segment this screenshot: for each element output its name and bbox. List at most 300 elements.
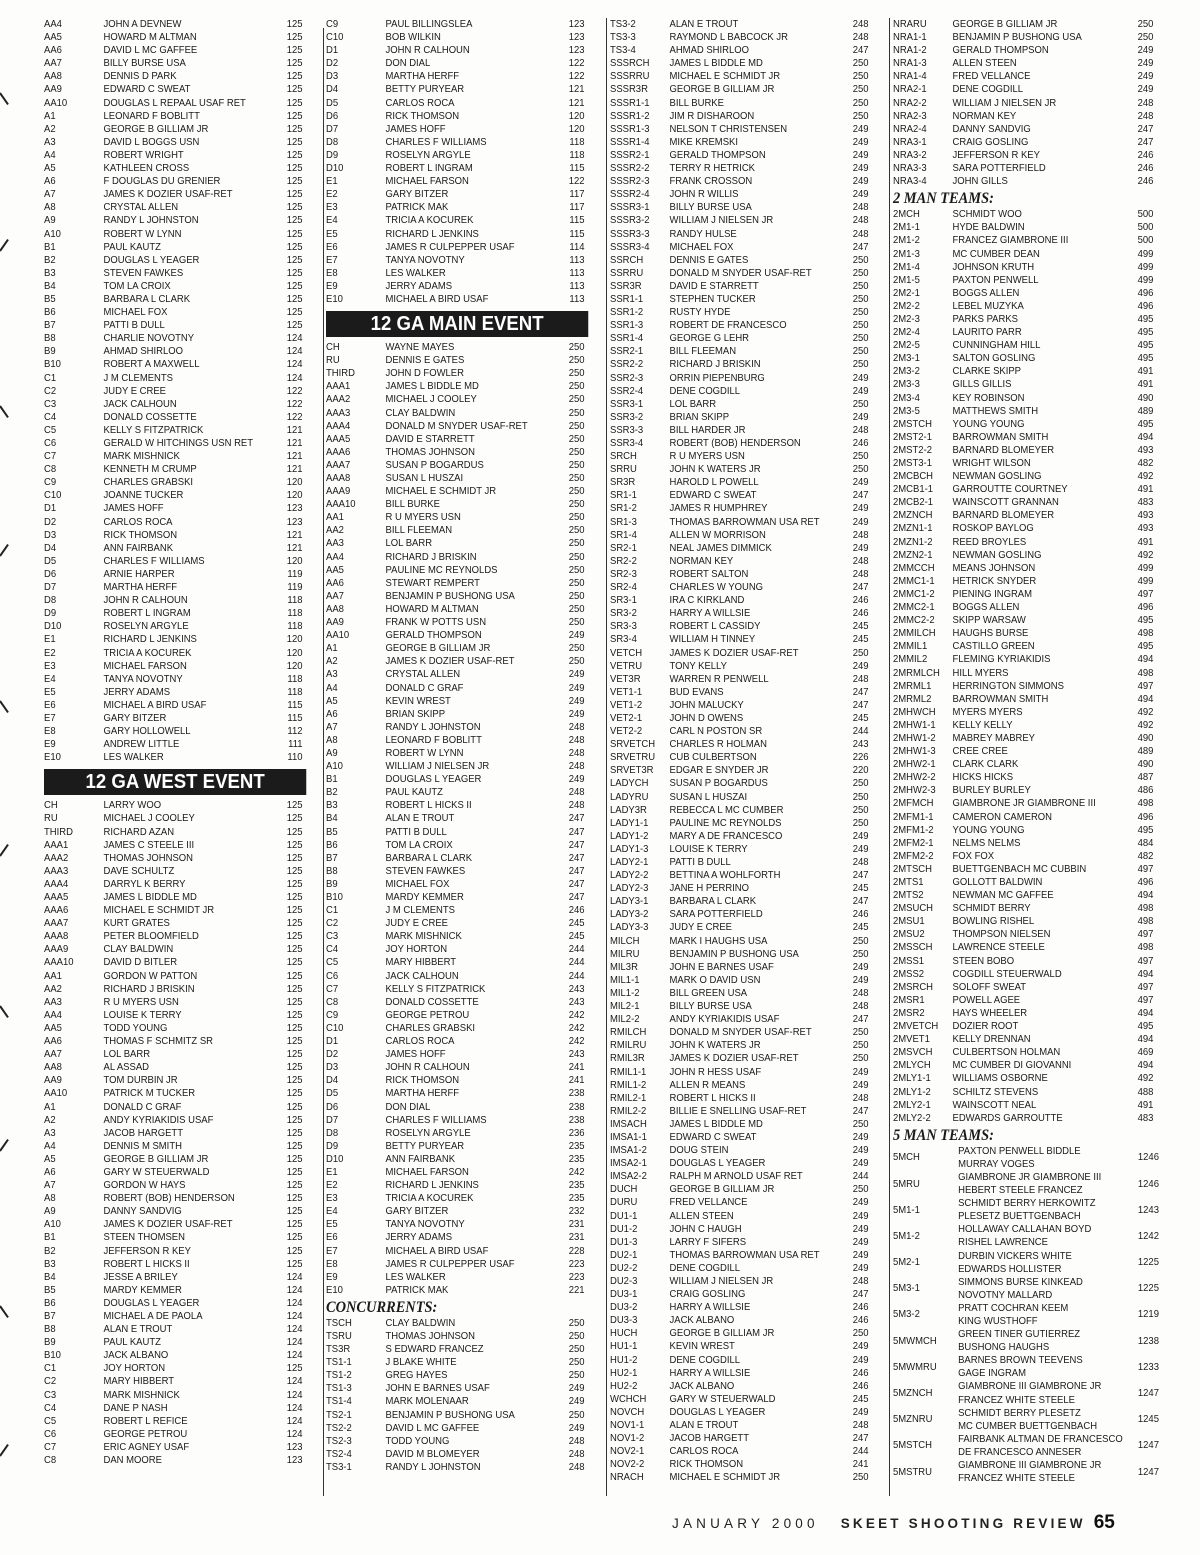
result-row (610, 398, 889, 411)
class-code: AA5 (44, 1022, 62, 1034)
shooter-name: CHARLES W YOUNG (669, 582, 764, 594)
score: 231 (568, 1232, 585, 1244)
shooter-name: LEBEL MUZYKA (952, 300, 1024, 312)
result-row (44, 1035, 323, 1048)
score: 248 (568, 747, 585, 759)
score: 121 (286, 529, 303, 541)
score: 248 (568, 761, 585, 773)
score: 493 (1137, 510, 1154, 522)
score: 250 (852, 84, 869, 96)
result-row (44, 450, 323, 463)
shooter-name: PAUL KAUTZ (385, 787, 443, 799)
score: 491 (1137, 484, 1154, 496)
class-code: B9 (44, 1337, 56, 1349)
class-code: SSR2-2 (610, 359, 644, 371)
result-row (44, 97, 323, 110)
class-code: RMIL1-2 (610, 1079, 647, 1091)
score: 483 (1137, 497, 1154, 509)
shooter-name: CLAY BALDWIN (385, 407, 456, 419)
class-code: TS2-4 (326, 1448, 352, 1460)
class-code: E5 (44, 686, 56, 698)
score: 249 (852, 372, 869, 384)
result-row (893, 509, 1172, 522)
score: 249 (852, 176, 869, 188)
class-code: 2MVETCH (893, 1021, 939, 1033)
class-code: MILRU (610, 948, 640, 960)
class-code: B3 (44, 1258, 56, 1270)
class-code: D3 (44, 529, 57, 541)
team-members (958, 1380, 1125, 1406)
result-row (44, 594, 323, 607)
class-code: NRA1-4 (893, 71, 927, 83)
result-row (610, 542, 889, 555)
class-code: 2MST2-2 (893, 444, 932, 456)
result-row (893, 994, 1172, 1007)
score: 125 (286, 1219, 303, 1231)
score: 250 (568, 512, 585, 524)
class-code: TSCH (326, 1317, 352, 1329)
result-row (326, 865, 605, 878)
result-row (44, 398, 323, 411)
result-row (893, 221, 1172, 234)
score: 247 (852, 686, 869, 698)
score: 249 (852, 1210, 869, 1222)
score: 120 (286, 647, 303, 659)
shooter-name: TANYA NOVOTNY (385, 254, 465, 266)
shooter-name: YOUNG YOUNG (952, 824, 1025, 836)
score: 247 (852, 699, 869, 711)
score: 250 (1137, 19, 1154, 30)
class-code: SSR3-3 (610, 424, 644, 436)
result-row (44, 1114, 323, 1127)
class-code: LADYRU (610, 791, 649, 803)
class-code: D7 (44, 582, 57, 594)
class-code: E2 (326, 1180, 338, 1192)
shooter-name: CHARLES F WILLIAMS (103, 555, 205, 567)
shooter-name: JAMES L BIDDLE MD (385, 381, 479, 393)
score: 249 (852, 516, 869, 528)
shooter-name: DENNIS E GATES (385, 355, 465, 367)
class-code: MIL2-2 (610, 1014, 640, 1026)
shooter-name: PAUL KAUTZ (103, 1337, 161, 1349)
shooter-name: JAMES L BIDDLE MD (669, 58, 763, 70)
class-code: D2 (326, 58, 339, 70)
team-member-names: GAGE INGRAM (958, 1368, 1027, 1380)
shooter-name: JOHN K WATERS JR (669, 464, 761, 476)
score: 250 (852, 1328, 869, 1340)
results-list (44, 18, 323, 764)
class-code: 2MSR2 (893, 1007, 925, 1019)
result-row (610, 1170, 889, 1183)
shooter-name: ROBERT L HICKS II (103, 1258, 190, 1270)
score: 125 (286, 1009, 303, 1021)
team-member-names: GIAMBRONE III GIAMBRONE JR (958, 1460, 1102, 1472)
team-score: 1247 (1137, 1466, 1159, 1478)
shooter-name: MC CUMBER DI GIOVANNI (952, 1060, 1072, 1072)
result-row (44, 1140, 323, 1153)
result-row (326, 590, 605, 603)
shooter-name: DENE COGDILL (669, 1354, 741, 1366)
score: 490 (1137, 759, 1154, 771)
class-code: A3 (326, 669, 338, 681)
class-code: A7 (44, 1180, 56, 1192)
shooter-name: ROSKOP BAYLOG (952, 523, 1034, 535)
shooter-name: ROBERT (BOB) HENDERSON (103, 1193, 235, 1205)
result-row (893, 1112, 1172, 1125)
score: 497 (1137, 680, 1154, 692)
score: 487 (1137, 772, 1154, 784)
result-row (44, 1349, 323, 1362)
class-code: D9 (326, 1140, 339, 1152)
result-row (610, 1183, 889, 1196)
score: 247 (1137, 136, 1154, 148)
class-code: CH (326, 342, 340, 354)
class-code: HU1-2 (610, 1354, 638, 1366)
score: 250 (568, 1331, 585, 1342)
shooter-name: S EDWARD FRANCEZ (385, 1344, 484, 1356)
score: 247 (568, 892, 585, 903)
shooter-name: JAMES R HUMPHREY (669, 503, 768, 515)
class-code: E5 (326, 1219, 338, 1231)
shooter-name: BETTY PURYEAR (385, 1140, 465, 1152)
score: 125 (286, 996, 303, 1008)
shooter-name: GERALD W HITCHINGS USN RET (103, 438, 254, 449)
class-code: 2MLY2-1 (893, 1099, 931, 1111)
shooter-name: ROBERT WRIGHT (103, 149, 184, 161)
team-score: 1247 (1137, 1440, 1159, 1452)
score: 242 (568, 1166, 585, 1178)
result-row (44, 293, 323, 306)
shooter-name: ANN FAIRBANK (103, 542, 174, 554)
class-code: AA7 (326, 590, 344, 602)
shooter-name: ANDY KYRIAKIDIS USAF (669, 1014, 780, 1026)
score: 250 (852, 333, 869, 345)
shooter-name: CRAIG GOSLING (669, 1289, 746, 1301)
score: 250 (852, 1027, 869, 1039)
team-member-names: EDWARDS HOLLISTER (958, 1263, 1062, 1275)
class-code: D7 (326, 1114, 339, 1126)
score: 235 (568, 1153, 585, 1165)
result-row (44, 891, 323, 904)
class-code: LADY3-3 (610, 922, 649, 934)
shooter-name: PAXTON PENWELL (952, 274, 1039, 286)
score: 123 (286, 516, 303, 528)
result-row (610, 1105, 889, 1118)
class-code: SSR2-4 (610, 385, 644, 397)
score: 250 (568, 342, 585, 354)
score: 228 (568, 1245, 585, 1257)
shooter-name: RAYMOND L BABCOCK JR (669, 32, 788, 44)
result-row (44, 996, 323, 1009)
shooter-name: MATTHEWS SMITH (952, 405, 1039, 417)
team-member-names: PRATT COCHRAN KEEM (958, 1302, 1069, 1314)
score: 125 (286, 1180, 303, 1192)
shooter-name: ROBERT W LYNN (103, 228, 182, 240)
class-code: DU1-3 (610, 1236, 638, 1248)
result-row (610, 1393, 889, 1406)
team-score: 1246 (1137, 1178, 1159, 1190)
shooter-name: TOM LA CROIX (385, 839, 453, 851)
score: 496 (1137, 602, 1154, 614)
result-row (610, 791, 889, 804)
class-code: 2MCBCH (893, 471, 934, 483)
margin-mark (0, 844, 9, 857)
result-row (610, 1471, 889, 1484)
shooter-name: JOHN A DEVNEW (103, 19, 182, 30)
score: 249 (568, 1396, 585, 1408)
shooter-name: KELLY S FITZPATRICK (385, 983, 486, 995)
score: 121 (568, 97, 585, 109)
shooter-name: DONALD C GRAF (385, 682, 464, 694)
shooter-name: CHARLIE NOVOTNY (103, 333, 195, 345)
score: 121 (568, 84, 585, 96)
score: 125 (286, 1022, 303, 1034)
team-members (958, 1328, 1125, 1354)
score: 250 (568, 1370, 585, 1382)
result-row (610, 882, 889, 895)
shooter-name: KENNETH M CRUMP (103, 464, 197, 476)
score: 249 (568, 682, 585, 694)
score: 250 (568, 538, 585, 550)
result-row (610, 961, 889, 974)
shooter-name: CARLOS ROCA (669, 1446, 739, 1458)
class-code: 2M1-2 (893, 235, 920, 247)
class-code: RU (44, 813, 58, 825)
score: 121 (286, 424, 303, 436)
shooter-name: GARY W STEUERWALD (103, 1166, 210, 1178)
score: 249 (852, 1341, 869, 1353)
team-member-names: HOLLAWAY CALLAHAN BOYD (958, 1224, 1092, 1236)
class-code: 2MSU2 (893, 929, 925, 941)
result-row (326, 1035, 605, 1048)
result-row (610, 1236, 889, 1249)
score: 489 (1137, 746, 1154, 758)
class-code: 2M2-5 (893, 340, 920, 352)
shooter-name: PAULINE MC REYNOLDS (669, 817, 782, 829)
result-row (893, 70, 1172, 83)
result-row (326, 1179, 605, 1192)
shooter-name: JAMES K DOZIER USAF-RET (669, 647, 799, 659)
class-code: NOV2-2 (610, 1459, 645, 1471)
shooter-name: DANNY SANDVIG (103, 1206, 182, 1218)
class-code: 2MFM2-1 (893, 837, 934, 849)
shooter-name: DAVID L BOGGS USN (103, 136, 200, 148)
shooter-name: MICHAEL FOX (385, 878, 450, 890)
shooter-name: DOUGLAS L REPAAL USAF RET (103, 97, 246, 109)
result-row (893, 719, 1172, 732)
result-row (326, 1192, 605, 1205)
score: 125 (286, 1363, 303, 1375)
class-code: 2MCH (893, 209, 920, 221)
class-code: A5 (44, 163, 56, 175)
score: 121 (286, 451, 303, 463)
score: 118 (287, 621, 303, 633)
result-row (44, 647, 323, 660)
class-code: D7 (326, 123, 339, 135)
class-code: C2 (44, 385, 57, 397)
score: 125 (286, 1101, 303, 1113)
shooter-name: KELLY KELLY (952, 719, 1013, 731)
shooter-name: MYERS MYERS (952, 706, 1023, 718)
shooter-name: LAURITO PARR (952, 327, 1022, 339)
class-code: TS1-1 (326, 1357, 352, 1369)
shooter-name: BARBARA L CLARK (103, 293, 191, 305)
shooter-name: AHMAD SHIRLOO (669, 45, 750, 57)
shooter-name: ROBERT SALTON (669, 568, 749, 580)
result-row (44, 673, 323, 686)
score: 247 (568, 878, 585, 890)
result-row (326, 1343, 605, 1356)
shooter-name: JERRY ADAMS (385, 1232, 453, 1244)
class-code: C4 (44, 1402, 57, 1414)
shooter-name: DENNIS D PARK (103, 71, 177, 83)
score: 495 (1137, 313, 1154, 325)
shooter-name: SOLOFF SWEAT (952, 981, 1027, 993)
shooter-name: CRYSTAL ALLEN (385, 669, 461, 681)
score: 124 (286, 1402, 303, 1414)
result-row (610, 1144, 889, 1157)
shooter-name: MIKE KREMSKI (669, 136, 738, 148)
result-row (326, 254, 605, 267)
result-row (44, 502, 323, 515)
class-code: VETRU (610, 660, 643, 672)
result-row (326, 341, 605, 354)
score: 249 (852, 1249, 869, 1261)
result-row (44, 1402, 323, 1415)
shooter-name: ROSELYN ARGYLE (103, 621, 189, 633)
score: 115 (287, 712, 303, 724)
class-code: A8 (326, 734, 338, 746)
result-row (326, 1166, 605, 1179)
score: 124 (286, 1376, 303, 1388)
score: 247 (568, 865, 585, 877)
results-column-2 (326, 18, 605, 1474)
shooter-name: JOHNSON KRUTH (952, 261, 1035, 273)
score: 125 (286, 215, 303, 227)
score: 243 (568, 996, 585, 1008)
score: 250 (568, 564, 585, 576)
class-code: D6 (326, 1101, 339, 1113)
class-code: SRVET3R (610, 765, 654, 777)
class-code: VET3R (610, 673, 641, 685)
class-code: C8 (44, 464, 57, 476)
result-row (44, 372, 323, 385)
shooter-name: FRANK W POTTS USN (385, 617, 487, 629)
shooter-name: MICHAEL J COOLEY (385, 394, 477, 406)
shooter-name: ROSELYN ARGYLE (385, 149, 471, 161)
result-row (610, 1340, 889, 1353)
result-row (326, 956, 605, 969)
result-row (610, 529, 889, 542)
result-row (893, 797, 1172, 810)
shooter-name: DOZIER ROOT (952, 1021, 1019, 1033)
score: 125 (286, 905, 303, 917)
result-row (893, 955, 1172, 968)
class-code: B5 (44, 1284, 56, 1296)
shooter-name: EDWARD C SWEAT (669, 1131, 757, 1143)
class-code: VET2-2 (610, 726, 643, 738)
class-code: C3 (44, 1389, 57, 1401)
result-row (610, 83, 889, 96)
shooter-name: CHARLES GRABSKI (103, 477, 194, 489)
result-row (610, 18, 889, 31)
result-row (610, 1262, 889, 1275)
class-code: D10 (44, 621, 62, 633)
class-code: TS2-3 (326, 1435, 352, 1447)
result-row (893, 614, 1172, 627)
shooter-name: BENJAMIN P BUSHONG USA (385, 1409, 515, 1421)
class-code: B7 (44, 320, 56, 332)
team-score: 1246 (1137, 1152, 1159, 1164)
score: 249 (852, 1197, 869, 1209)
shooter-name: HYDE BALDWIN (952, 222, 1025, 234)
score: 244 (568, 957, 585, 969)
result-row (893, 97, 1172, 110)
score: 495 (1137, 615, 1154, 627)
class-code: 2MMC2-2 (893, 615, 935, 627)
result-row (44, 463, 323, 476)
shooter-name: CULBERTSON HOLMAN (952, 1047, 1061, 1059)
result-row (610, 110, 889, 123)
class-code: C6 (44, 1428, 57, 1440)
shooter-name: JOHN D OWENS (669, 712, 744, 724)
shooter-name: CARL N POSTON SR (669, 726, 763, 738)
score: 124 (286, 372, 303, 384)
result-row (326, 642, 605, 655)
shooter-name: THOMAS BARROWMAN USA RET (669, 516, 820, 528)
shooter-name: JAMES C STEELE III (103, 839, 195, 851)
result-row (610, 843, 889, 856)
shooter-name: MICHAEL FARSON (385, 1166, 469, 1178)
class-code: C9 (44, 477, 57, 489)
class-code: B10 (44, 1350, 61, 1362)
class-code: 2MHW2-3 (893, 785, 936, 797)
result-row (44, 607, 323, 620)
shooter-name: BARBARA L CLARK (385, 852, 473, 864)
result-row (44, 1258, 323, 1271)
shooter-name: JOHN E BARNES USAF (385, 1383, 490, 1395)
class-code: E6 (44, 699, 56, 711)
result-row (44, 751, 323, 764)
class-code: DUCH (610, 1184, 638, 1196)
score: 250 (852, 464, 869, 476)
result-row (326, 1231, 605, 1244)
class-code: 2MZN2-1 (893, 549, 933, 561)
score: 492 (1137, 1073, 1154, 1085)
score: 494 (1137, 1060, 1154, 1072)
score: 244 (568, 944, 585, 956)
score: 249 (568, 669, 585, 681)
shooter-name: RANDY L JOHNSTON (385, 721, 481, 733)
score: 248 (568, 734, 585, 746)
class-code: 2MLY1-1 (893, 1073, 931, 1085)
class-code: D6 (44, 568, 57, 580)
class-code: 2MTSCH (893, 863, 932, 875)
result-row (44, 699, 323, 712)
publication-name: SKEET SHOOTING REVIEW (840, 1516, 1086, 1531)
shooter-name: GERALD THOMPSON (952, 45, 1049, 57)
class-code: E8 (44, 726, 56, 738)
class-code: E5 (326, 228, 338, 240)
result-row (893, 1020, 1172, 1033)
class-code: AA7 (44, 58, 62, 70)
class-code: NRA3-3 (893, 163, 927, 175)
class-code: 2MSRCH (893, 981, 934, 993)
shooter-name: MICHAEL A DE PAOLA (103, 1311, 203, 1322)
class-code: AA6 (44, 45, 62, 57)
class-code: 2MCB2-1 (893, 497, 934, 509)
shooter-name: TONY KELLY (669, 660, 727, 672)
